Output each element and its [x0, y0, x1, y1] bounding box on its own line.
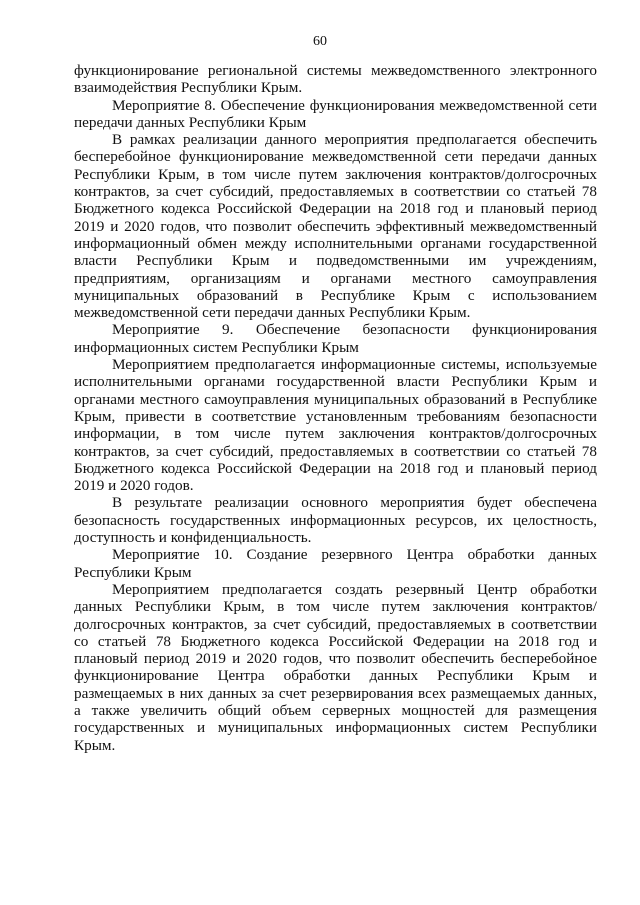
measure-10-heading: Мероприятие 10. Создание резервного Центра обработки данных Республики Крым [74, 546, 597, 581]
measure-10-description: Мероприятием предполагается создать резервный Центр обработки данных Республики Крым, в том числе путем заключения контрактов/долгосрочных контрактов, за счет субсидий, предоставляемых в соответствии со статьей 78 Бюджетного кодекса Российской Федерации на 2018 год и плановый период 2019 и 2020 годов, что позволит обеспечить бесперебойное функционирование Центра обработки данных Республики Крым и размещаемых в них данных за счет резервирования всех размещаемых данных, а также увеличить общий объем серверных мощностей для размещения государственных и муниципальных информационных систем Республики Крым. [74, 580, 597, 754]
measure-8-description: В рамках реализации данного мероприятия предполагается обеспечить бесперебойное функционирование межведомственной сети передачи данных Республики Крым, в том числе путем заключения контрактов/долгосрочных контрактов, за счет субсидий, предоставляемых в соответствии со статьей 78 Бюджетного кодекса Российской Федерации на 2018 год и плановый период 2019 и 2020 годов, что позволит обеспечить эффективный межведомственный информационный обмен между исполнительными органами государственной власти Республики Крым и подведомственными им учреждениям, предприятиям, организациям и органами местного самоуправления муниципальных образований в Республике Крым с использованием межведомственной сети передачи данных Республики Крым. [74, 131, 597, 322]
document-body [74, 62, 597, 754]
measure-9-result: В результате реализации основного мероприятия будет обеспечена безопасность государственных информационных ресурсов, их целостность, доступность и конфиденциальность. [74, 494, 597, 547]
measure-8-heading: Мероприятие 8. Обеспечение функционирования межведомственной сети передачи данных Республики Крым [74, 96, 597, 131]
paragraph-continuation: функционирование региональной системы межведомственного электронного взаимодействия Республики Крым. [74, 62, 597, 97]
page-number: 60 [313, 34, 327, 49]
measure-9-description: Мероприятием предполагается информационные системы, используемые исполнительными органами государственной власти Республики Крым и органами местного самоуправления муниципальных образований в Республике Крым, привести в соответствие установленным требованиям безопасности информации, в том числе путем заключения контрактов/долгосрочных контрактов, за счет субсидий, предоставляемых в соответствии со статьей 78 Бюджетного кодекса Российской Федерации на 2018 год и плановый период 2019 и 2020 годов. [74, 356, 597, 495]
measure-9-heading: Мероприятие 9. Обеспечение безопасности функционирования информационных систем Республики Крым [74, 321, 597, 356]
